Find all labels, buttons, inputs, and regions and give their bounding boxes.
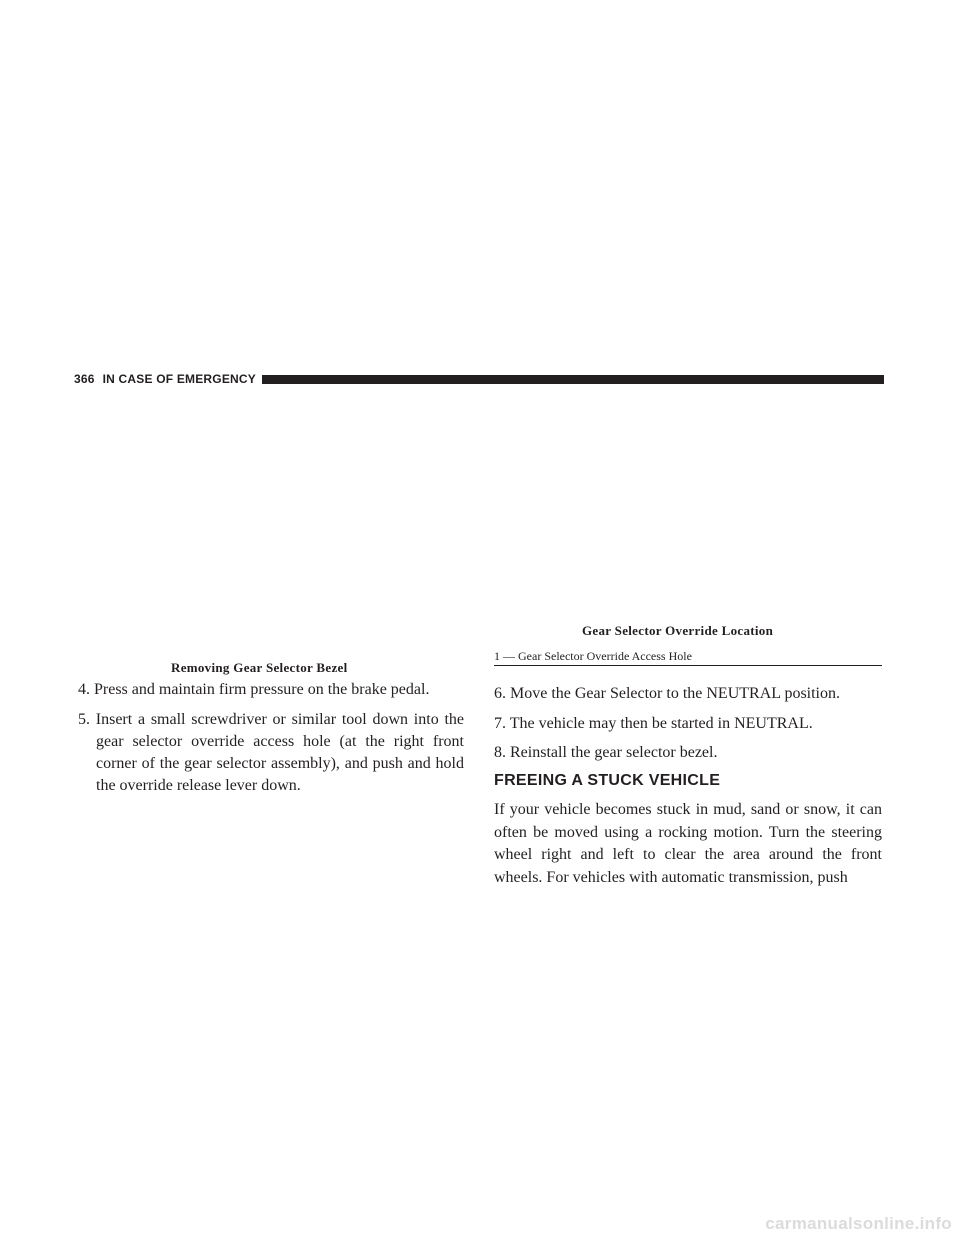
section-heading-freeing-stuck-vehicle: FREEING A STUCK VEHICLE: [494, 772, 721, 789]
step-7: 7. The vehicle may then be started in NEUTRAL.: [494, 715, 813, 732]
section-title: IN CASE OF EMERGENCY: [102, 372, 256, 386]
header-rule: [262, 375, 884, 384]
header-label: [74, 372, 256, 386]
page-header: [74, 371, 884, 387]
step-6: 6. Move the Gear Selector to the NEUTRAL position.: [494, 685, 840, 702]
figure-legend: 1 — Gear Selector Override Access Hole: [494, 648, 882, 666]
page-number: 366: [74, 372, 95, 386]
watermark: carmanualsonline.info: [765, 1214, 952, 1233]
step-4: 4. Press and maintain firm pressure on the brake pedal.: [78, 681, 430, 698]
figure-caption-removing-bezel: Removing Gear Selector Bezel: [171, 660, 348, 675]
step-5: 5. Insert a small screwdriver or similar tool down into the gear selector override access hole (at the right front corner of the gear selector assembly), and push and hold the override release lever down.: [78, 711, 464, 794]
figure-caption-override-location: Gear Selector Override Location: [582, 623, 774, 638]
step-8: 8. Reinstall the gear selector bezel.: [494, 744, 718, 761]
section-paragraph: If your vehicle becomes stuck in mud, sand or snow, it can often be moved using a rocking motion. Turn the steering wheel right and left to clear the area around the front wheels. For vehicles with automatic transmission, push: [494, 801, 882, 886]
